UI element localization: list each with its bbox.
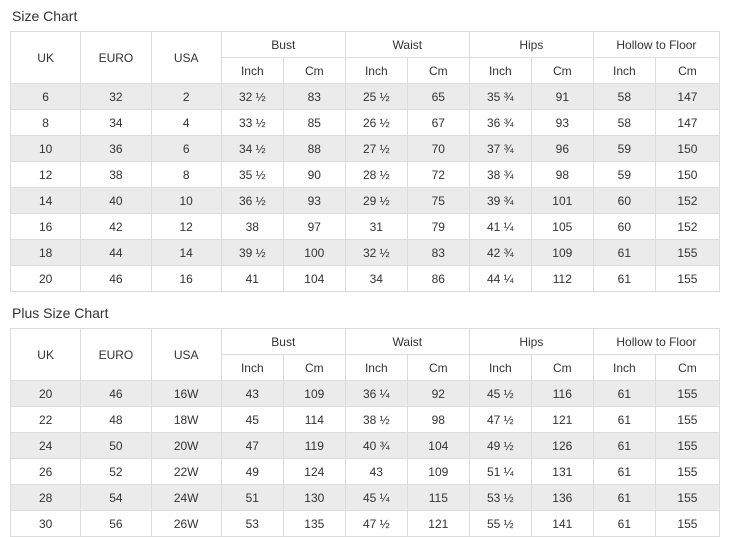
table-cell: 35 ½ <box>221 162 283 188</box>
header-euro: EURO <box>81 32 151 84</box>
table-row <box>11 188 720 214</box>
table-cell: 121 <box>407 511 469 537</box>
table-cell: 53 ½ <box>469 485 531 511</box>
size-chart-body <box>11 84 720 292</box>
table-cell: 67 <box>407 110 469 136</box>
table-cell: 152 <box>655 188 719 214</box>
table-cell: 2 <box>151 84 221 110</box>
table-cell: 10 <box>151 188 221 214</box>
table-cell: 60 <box>593 188 655 214</box>
table-cell: 101 <box>531 188 593 214</box>
header-row-groups <box>11 32 720 58</box>
header-row-groups <box>11 329 720 355</box>
table-cell: 47 <box>221 433 283 459</box>
table-cell: 45 <box>221 407 283 433</box>
table-cell: 39 ¾ <box>469 188 531 214</box>
header-waist-inch: Inch <box>345 58 407 84</box>
table-cell: 31 <box>345 214 407 240</box>
table-cell: 100 <box>283 240 345 266</box>
table-cell: 155 <box>655 381 719 407</box>
plus-size-chart-head <box>11 329 720 381</box>
table-cell: 20W <box>151 433 221 459</box>
header-hollow-to-floor: Hollow to Floor <box>593 32 719 58</box>
table-row <box>11 407 720 433</box>
table-cell: 38 <box>221 214 283 240</box>
table-cell: 6 <box>11 84 81 110</box>
header-usa: USA <box>151 32 221 84</box>
table-cell: 22W <box>151 459 221 485</box>
table-cell: 47 ½ <box>469 407 531 433</box>
table-cell: 24 <box>11 433 81 459</box>
table-cell: 28 <box>11 485 81 511</box>
table-cell: 147 <box>655 110 719 136</box>
table-cell: 121 <box>531 407 593 433</box>
table-cell: 98 <box>531 162 593 188</box>
table-row <box>11 84 720 110</box>
table-cell: 155 <box>655 433 719 459</box>
table-row <box>11 511 720 537</box>
table-row <box>11 136 720 162</box>
header-hips-cm: Cm <box>531 355 593 381</box>
header-waist-cm: Cm <box>407 355 469 381</box>
table-row <box>11 459 720 485</box>
table-cell: 36 <box>81 136 151 162</box>
table-cell: 105 <box>531 214 593 240</box>
table-cell: 26W <box>151 511 221 537</box>
table-cell: 90 <box>283 162 345 188</box>
header-bust-cm: Cm <box>283 58 345 84</box>
table-cell: 61 <box>593 407 655 433</box>
table-cell: 75 <box>407 188 469 214</box>
header-uk: UK <box>11 329 81 381</box>
table-cell: 12 <box>151 214 221 240</box>
table-row <box>11 485 720 511</box>
table-cell: 34 <box>345 266 407 292</box>
table-cell: 43 <box>221 381 283 407</box>
table-cell: 86 <box>407 266 469 292</box>
table-cell: 41 <box>221 266 283 292</box>
table-cell: 4 <box>151 110 221 136</box>
table-cell: 42 ¾ <box>469 240 531 266</box>
table-cell: 49 ½ <box>469 433 531 459</box>
table-cell: 104 <box>283 266 345 292</box>
table-cell: 112 <box>531 266 593 292</box>
table-cell: 109 <box>407 459 469 485</box>
header-usa: USA <box>151 329 221 381</box>
table-cell: 93 <box>531 110 593 136</box>
table-cell: 150 <box>655 162 719 188</box>
table-cell: 119 <box>283 433 345 459</box>
table-cell: 22 <box>11 407 81 433</box>
header-bust: Bust <box>221 329 345 355</box>
table-cell: 36 ¼ <box>345 381 407 407</box>
table-cell: 135 <box>283 511 345 537</box>
table-cell: 141 <box>531 511 593 537</box>
header-waist-cm: Cm <box>407 58 469 84</box>
table-cell: 36 ½ <box>221 188 283 214</box>
header-bust: Bust <box>221 32 345 58</box>
table-cell: 45 ½ <box>469 381 531 407</box>
table-cell: 35 ¾ <box>469 84 531 110</box>
header-hips-inch: Inch <box>469 355 531 381</box>
table-cell: 50 <box>81 433 151 459</box>
table-cell: 45 ¼ <box>345 485 407 511</box>
table-cell: 131 <box>531 459 593 485</box>
table-cell: 61 <box>593 459 655 485</box>
table-cell: 49 <box>221 459 283 485</box>
header-hollow-cm: Cm <box>655 58 719 84</box>
table-cell: 38 ½ <box>345 407 407 433</box>
table-cell: 41 ¼ <box>469 214 531 240</box>
table-row <box>11 266 720 292</box>
table-cell: 38 ¾ <box>469 162 531 188</box>
table-cell: 6 <box>151 136 221 162</box>
table-cell: 98 <box>407 407 469 433</box>
table-cell: 91 <box>531 84 593 110</box>
table-cell: 33 ½ <box>221 110 283 136</box>
header-bust-inch: Inch <box>221 355 283 381</box>
table-cell: 61 <box>593 511 655 537</box>
table-cell: 83 <box>283 84 345 110</box>
section-spacer <box>10 292 720 303</box>
header-hips-inch: Inch <box>469 58 531 84</box>
table-cell: 93 <box>283 188 345 214</box>
table-cell: 16W <box>151 381 221 407</box>
table-row <box>11 162 720 188</box>
table-cell: 124 <box>283 459 345 485</box>
table-cell: 60 <box>593 214 655 240</box>
table-cell: 85 <box>283 110 345 136</box>
table-cell: 37 ¾ <box>469 136 531 162</box>
page-title-plus-size-chart: Plus Size Chart <box>12 305 109 321</box>
table-cell: 56 <box>81 511 151 537</box>
table-cell: 61 <box>593 433 655 459</box>
table-cell: 54 <box>81 485 151 511</box>
table-cell: 16 <box>151 266 221 292</box>
header-hips-cm: Cm <box>531 58 593 84</box>
header-uk: UK <box>11 32 81 84</box>
table-cell: 14 <box>151 240 221 266</box>
header-waist: Waist <box>345 329 469 355</box>
table-cell: 18W <box>151 407 221 433</box>
table-row <box>11 110 720 136</box>
table-cell: 61 <box>593 381 655 407</box>
table-cell: 155 <box>655 459 719 485</box>
table-cell: 30 <box>11 511 81 537</box>
table-cell: 36 ¾ <box>469 110 531 136</box>
table-cell: 12 <box>11 162 81 188</box>
table-cell: 28 ½ <box>345 162 407 188</box>
table-cell: 150 <box>655 136 719 162</box>
table-cell: 20 <box>11 266 81 292</box>
table-cell: 8 <box>151 162 221 188</box>
table-cell: 92 <box>407 381 469 407</box>
table-cell: 52 <box>81 459 151 485</box>
table-cell: 14 <box>11 188 81 214</box>
table-cell: 61 <box>593 240 655 266</box>
header-hips: Hips <box>469 329 593 355</box>
table-cell: 51 ¼ <box>469 459 531 485</box>
table-cell: 16 <box>11 214 81 240</box>
table-cell: 43 <box>345 459 407 485</box>
table-row <box>11 240 720 266</box>
table-cell: 34 ½ <box>221 136 283 162</box>
header-hollow-inch: Inch <box>593 58 655 84</box>
header-waist: Waist <box>345 32 469 58</box>
table-cell: 126 <box>531 433 593 459</box>
table-cell: 96 <box>531 136 593 162</box>
table-cell: 55 ½ <box>469 511 531 537</box>
table-cell: 51 <box>221 485 283 511</box>
size-chart-table <box>10 31 720 292</box>
table-cell: 25 ½ <box>345 84 407 110</box>
table-cell: 136 <box>531 485 593 511</box>
table-cell: 155 <box>655 266 719 292</box>
page-title-size-chart: Size Chart <box>12 8 78 24</box>
table-cell: 46 <box>81 266 151 292</box>
table-cell: 53 <box>221 511 283 537</box>
header-bust-inch: Inch <box>221 58 283 84</box>
table-cell: 109 <box>283 381 345 407</box>
table-cell: 26 <box>11 459 81 485</box>
header-hollow-inch: Inch <box>593 355 655 381</box>
table-cell: 8 <box>11 110 81 136</box>
table-row <box>11 433 720 459</box>
table-cell: 59 <box>593 136 655 162</box>
table-cell: 10 <box>11 136 81 162</box>
table-cell: 61 <box>593 485 655 511</box>
table-cell: 46 <box>81 381 151 407</box>
header-hips: Hips <box>469 32 593 58</box>
table-cell: 40 ¾ <box>345 433 407 459</box>
header-bust-cm: Cm <box>283 355 345 381</box>
table-cell: 83 <box>407 240 469 266</box>
table-cell: 116 <box>531 381 593 407</box>
header-hollow-to-floor: Hollow to Floor <box>593 329 719 355</box>
table-cell: 32 <box>81 84 151 110</box>
table-cell: 97 <box>283 214 345 240</box>
table-cell: 109 <box>531 240 593 266</box>
table-cell: 26 ½ <box>345 110 407 136</box>
table-cell: 58 <box>593 110 655 136</box>
table-cell: 32 ½ <box>345 240 407 266</box>
table-cell: 114 <box>283 407 345 433</box>
table-cell: 38 <box>81 162 151 188</box>
table-cell: 155 <box>655 511 719 537</box>
table-row <box>11 214 720 240</box>
table-cell: 44 ¼ <box>469 266 531 292</box>
table-cell: 61 <box>593 266 655 292</box>
table-cell: 39 ½ <box>221 240 283 266</box>
table-cell: 44 <box>81 240 151 266</box>
table-row <box>11 381 720 407</box>
table-cell: 34 <box>81 110 151 136</box>
table-cell: 29 ½ <box>345 188 407 214</box>
table-cell: 40 <box>81 188 151 214</box>
header-euro: EURO <box>81 329 151 381</box>
table-cell: 147 <box>655 84 719 110</box>
header-hollow-cm: Cm <box>655 355 719 381</box>
table-cell: 47 ½ <box>345 511 407 537</box>
size-chart-head <box>11 32 720 84</box>
plus-size-chart-table <box>10 328 720 537</box>
table-cell: 59 <box>593 162 655 188</box>
table-cell: 42 <box>81 214 151 240</box>
table-cell: 88 <box>283 136 345 162</box>
table-cell: 58 <box>593 84 655 110</box>
table-cell: 72 <box>407 162 469 188</box>
table-cell: 18 <box>11 240 81 266</box>
table-cell: 24W <box>151 485 221 511</box>
table-cell: 27 ½ <box>345 136 407 162</box>
table-cell: 70 <box>407 136 469 162</box>
table-cell: 32 ½ <box>221 84 283 110</box>
table-cell: 115 <box>407 485 469 511</box>
table-cell: 20 <box>11 381 81 407</box>
table-cell: 155 <box>655 240 719 266</box>
table-cell: 155 <box>655 485 719 511</box>
table-cell: 130 <box>283 485 345 511</box>
plus-size-chart-body <box>11 381 720 537</box>
header-waist-inch: Inch <box>345 355 407 381</box>
table-cell: 104 <box>407 433 469 459</box>
table-cell: 152 <box>655 214 719 240</box>
table-cell: 79 <box>407 214 469 240</box>
table-cell: 48 <box>81 407 151 433</box>
table-cell: 65 <box>407 84 469 110</box>
table-cell: 155 <box>655 407 719 433</box>
